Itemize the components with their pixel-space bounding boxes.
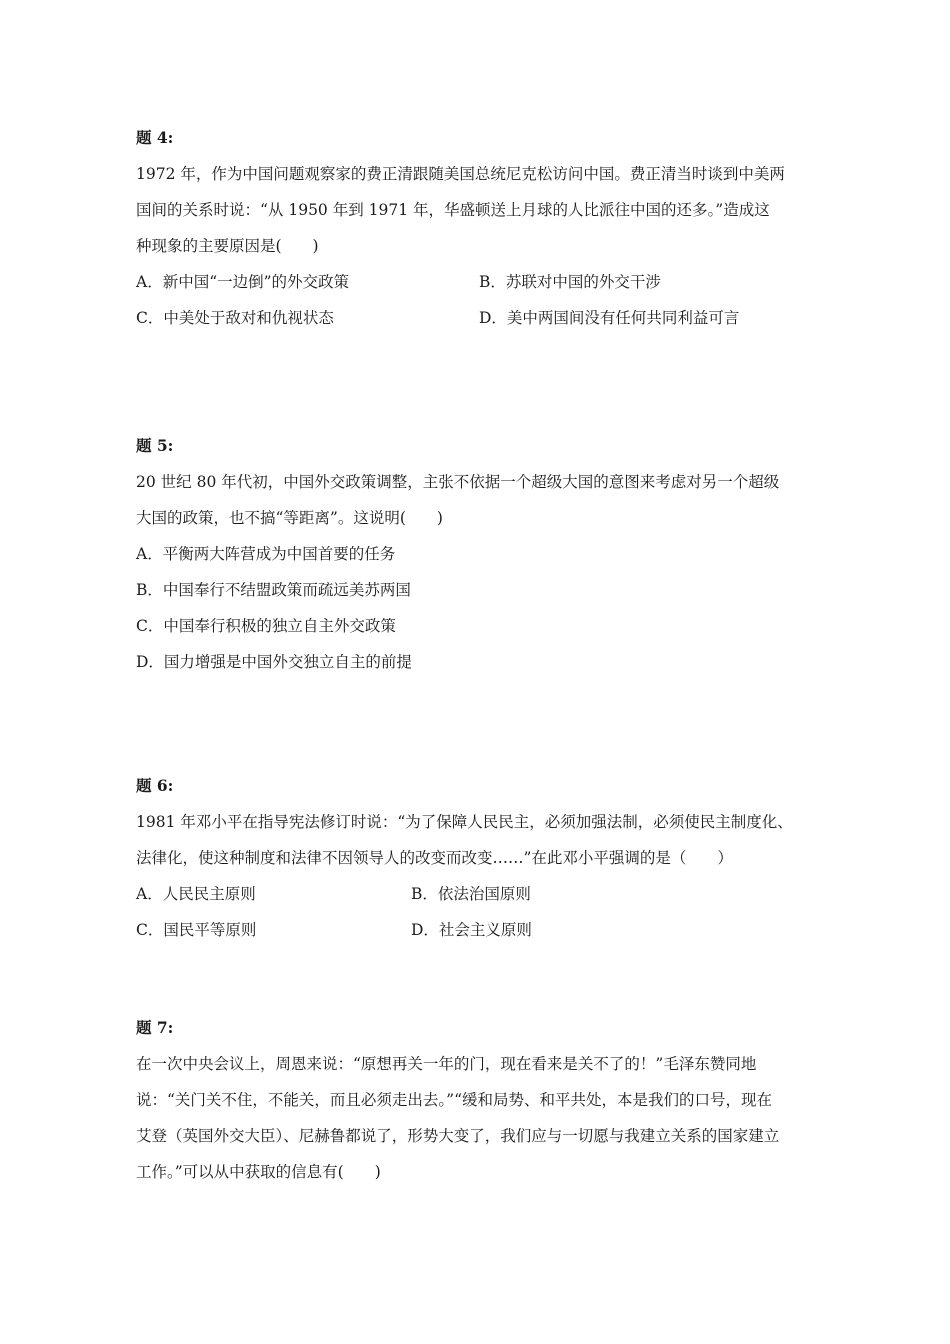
- stem-line: 20 世纪 80 年代初，中国外交政策调整，主张不依据一个超级大国的意图来考虑对另一个超级: [136, 473, 780, 491]
- option-d: D．美中两国间没有任何共同利益可言: [479, 309, 740, 327]
- option-d: D．社会主义原则: [411, 921, 532, 939]
- options-row: [136, 264, 826, 300]
- question-7: [136, 1016, 826, 1190]
- stem-line: 艾登（英国外交大臣）、尼赫鲁都说了，形势大变了，我们应与一切愿与我建立关系的国家建立: [136, 1127, 780, 1145]
- question-stem: [136, 464, 826, 536]
- stem-line: 国间的关系时说：“从 1950 年到 1971 年，华盛顿送上月球的人比派往中国的还多。”造成这: [136, 201, 770, 219]
- stem-line: 法律化，使这种制度和法律不因领导人的改变而改变……”在此邓小平强调的是（ ）: [136, 849, 733, 867]
- stem-line: 工作。”可以从中获取的信息有( ): [136, 1163, 381, 1181]
- options-row: [136, 300, 826, 336]
- question-5: [136, 434, 826, 680]
- option-b: B．中国奉行不结盟政策而疏远美苏两国: [136, 581, 411, 599]
- question-title: 题 7:: [136, 1018, 174, 1037]
- option-b: B．依法治国原则: [411, 885, 531, 903]
- question-stem: [136, 804, 826, 876]
- options-row: [136, 912, 826, 948]
- stem-line: 大国的政策，也不搞“等距离”。这说明( ): [136, 509, 443, 527]
- option-c: C．中国奉行积极的独立自主外交政策: [136, 617, 396, 635]
- stem-line: 说：“关门关不住，不能关，而且必须走出去。”“缓和局势、和平共处，本是我们的口号，现在: [136, 1091, 773, 1109]
- option-a: A．新中国“一边倒”的外交政策: [136, 273, 350, 291]
- stem-line: 种现象的主要原因是( ): [136, 237, 319, 255]
- option-a: A．人民民主原则: [136, 885, 256, 903]
- option-b: B．苏联对中国的外交干涉: [479, 273, 661, 291]
- option-a: A．平衡两大阵营成为中国首要的任务: [136, 545, 396, 563]
- stem-line: 1972 年，作为中国问题观察家的费正清跟随美国总统尼克松访问中国。费正清当时谈到中美两: [136, 165, 785, 183]
- question-4: [136, 126, 826, 336]
- option-c: C．国民平等原则: [136, 921, 257, 939]
- question-title: 题 6:: [136, 776, 174, 795]
- question-6: [136, 774, 826, 948]
- question-stem: [136, 1046, 826, 1190]
- option-c: C．中美处于敌对和仇视状态: [136, 309, 334, 327]
- question-stem: [136, 156, 826, 264]
- stem-line: 在一次中央会议上，周恩来说：“原想再关一年的门，现在看来是关不了的！”毛泽东赞同地: [136, 1055, 757, 1073]
- stem-line: 1981 年邓小平在指导宪法修订时说：“为了保障人民民主，必须加强法制，必须使民主制度化、: [136, 813, 793, 831]
- option-d: D．国力增强是中国外交独立自主的前提: [136, 653, 412, 671]
- question-title: 题 5:: [136, 436, 174, 455]
- question-title: 题 4:: [136, 128, 174, 147]
- options-row: [136, 876, 826, 912]
